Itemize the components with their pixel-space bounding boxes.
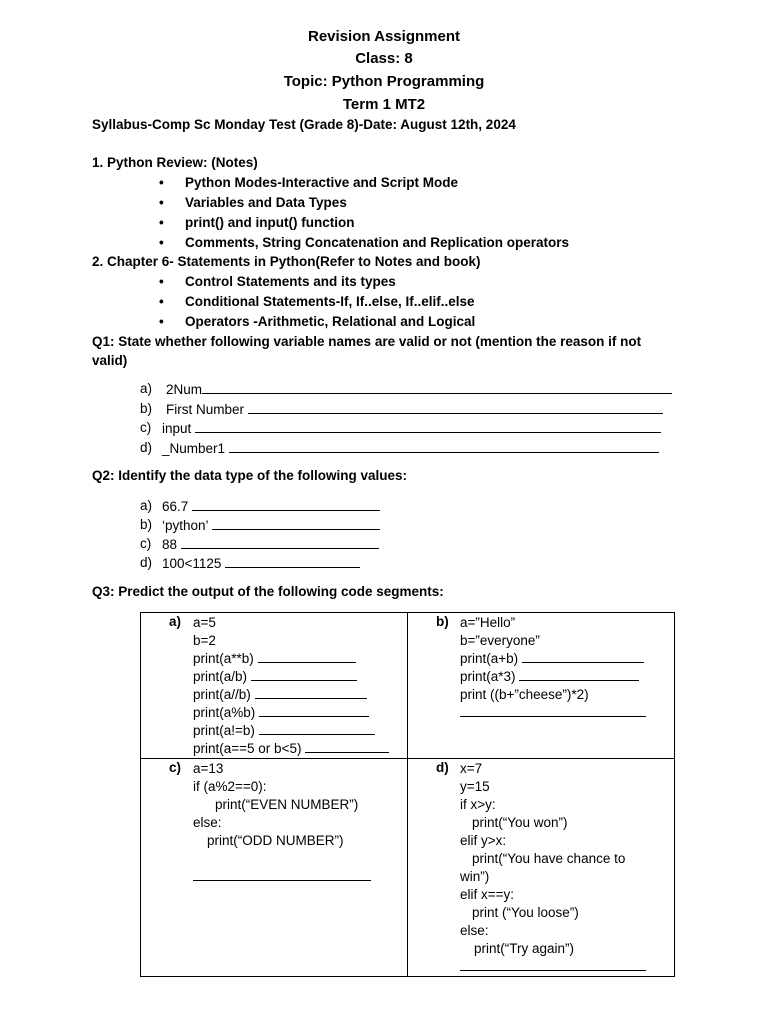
- answer-blank[interactable]: [212, 517, 380, 530]
- code-line: b=”everyone”: [460, 633, 540, 648]
- code-line-with-blank: [193, 722, 407, 740]
- doc-term: Term 1 MT2: [342, 96, 426, 113]
- code-text: print(a//b): [193, 687, 251, 702]
- section2-heading: 2. Chapter 6- Statements in Python(Refer to Notes and book): [92, 254, 481, 269]
- code-line-blank-only: [193, 868, 407, 886]
- q1-item-text: 2Num: [166, 382, 203, 397]
- answer-blank[interactable]: [305, 740, 389, 753]
- q2-item-label: d): [140, 555, 153, 570]
- syllabus-line: Syllabus-Comp Sc Monday Test (Grade 8)-Date: August 12th, 2024: [92, 117, 516, 132]
- q1-heading-line2: valid): [92, 353, 128, 368]
- section1-heading: 1. Python Review: (Notes): [92, 155, 258, 170]
- code-cell-c: [141, 759, 408, 977]
- code-text: print(a+b): [460, 651, 519, 666]
- bullet-item: [163, 175, 458, 190]
- code-text: print(a%b): [193, 705, 256, 720]
- bullet-text: Variables and Data Types: [185, 195, 347, 210]
- q2-item: [162, 498, 380, 514]
- code-line-blank-only: [460, 958, 674, 976]
- q3-heading: Q3: Predict the output of the following code segments:: [92, 584, 444, 599]
- bullet-text: print() and input() function: [185, 215, 355, 230]
- answer-blank[interactable]: [522, 650, 644, 663]
- bullet-item: [163, 235, 569, 250]
- answer-blank[interactable]: [258, 650, 356, 663]
- code-line: elif y>x:: [460, 833, 507, 848]
- bullet-item: [163, 215, 354, 230]
- answer-blank[interactable]: [202, 381, 672, 394]
- bullet-item: [163, 294, 475, 309]
- code-block: [193, 760, 407, 886]
- answer-blank[interactable]: [255, 686, 367, 699]
- doc-class: Class: 8: [355, 50, 413, 67]
- q2-item-text: 66.7: [162, 499, 189, 514]
- answer-blank[interactable]: [195, 420, 661, 433]
- answer-blank[interactable]: [259, 722, 375, 735]
- cell-label: a): [169, 614, 182, 629]
- bullet-text: Operators -Arithmetic, Relational and Logical: [185, 314, 476, 329]
- code-line: print (“You loose”): [472, 905, 579, 920]
- code-line: print ((b+”cheese”)*2): [460, 687, 589, 702]
- code-line: print(“You won”): [472, 815, 568, 830]
- q2-item: [162, 555, 360, 571]
- answer-blank[interactable]: [460, 704, 646, 717]
- code-cell-d: [408, 759, 675, 977]
- spacer: [193, 850, 407, 868]
- q2-item-label: a): [140, 498, 153, 513]
- code-block: [460, 614, 674, 722]
- q3-code-table: [140, 612, 675, 977]
- code-line-with-blank: [193, 650, 407, 668]
- bullet-text: Conditional Statements-If, If..else, If..elif..else: [185, 294, 475, 309]
- q2-heading: Q2: Identify the data type of the following values:: [92, 468, 408, 483]
- bullet-item: [163, 314, 475, 329]
- q2-item-text: 100<1125: [162, 556, 222, 571]
- code-cell-a: [141, 613, 408, 759]
- q1-item-text: _Number1: [162, 441, 226, 456]
- q2-item-text: 88: [162, 537, 178, 552]
- cell-label: d): [436, 760, 449, 775]
- q2-item: [162, 536, 379, 552]
- bullet-text: Python Modes-Interactive and Script Mode: [185, 175, 459, 190]
- code-line: print(“EVEN NUMBER”): [215, 797, 359, 812]
- code-line: else:: [460, 923, 489, 938]
- q2-item-label: c): [140, 536, 152, 551]
- q1-item-label: a): [140, 381, 153, 396]
- answer-blank[interactable]: [519, 668, 639, 681]
- q1-item-text: First Number: [166, 402, 245, 417]
- answer-blank[interactable]: [259, 704, 369, 717]
- code-cell-b: [408, 613, 675, 759]
- q1-item: [166, 381, 672, 397]
- cell-label: b): [436, 614, 449, 629]
- doc-topic: Topic: Python Programming: [283, 73, 485, 90]
- q2-item-text: ‘python’: [162, 518, 209, 533]
- code-line-blank-only: [460, 704, 674, 722]
- code-line-with-blank: [193, 686, 407, 704]
- q1-item-text: input: [162, 421, 192, 436]
- q1-item: [162, 440, 659, 456]
- code-line-with-blank: [193, 740, 407, 758]
- code-line: b=2: [193, 633, 216, 648]
- code-line: print(“ODD NUMBER”): [207, 833, 344, 848]
- q2-item-label: b): [140, 517, 153, 532]
- code-block: [193, 614, 407, 758]
- doc-title: Revision Assignment: [308, 28, 460, 45]
- cell-label: c): [169, 760, 182, 775]
- code-line: print(“You have chance to: [472, 851, 626, 866]
- code-text: print(a**b): [193, 651, 254, 666]
- code-line: if (a%2==0):: [193, 779, 267, 794]
- code-line: x=7: [460, 761, 483, 776]
- code-block: [460, 760, 674, 976]
- answer-blank[interactable]: [229, 440, 659, 453]
- answer-blank[interactable]: [193, 868, 371, 881]
- q1-heading-line1: Q1: State whether following variable names are valid or not (mention the reason if not: [92, 334, 642, 349]
- code-text: print(a==5 or b<5): [193, 741, 302, 756]
- code-text: print(a/b): [193, 669, 248, 684]
- bullet-text: Control Statements and its types: [185, 274, 396, 289]
- answer-blank[interactable]: [181, 536, 379, 549]
- code-line: win”): [460, 869, 490, 884]
- code-line-with-blank: [193, 668, 407, 686]
- code-line: elif x==y:: [460, 887, 515, 902]
- q1-item-label: b): [140, 401, 153, 416]
- code-line-with-blank: [460, 668, 674, 686]
- code-text: print(a*3): [460, 669, 516, 684]
- bullet-text: Comments, String Concatenation and Replication operators: [185, 235, 570, 250]
- q1-item-label: d): [140, 440, 153, 455]
- q1-item-label: c): [140, 420, 152, 435]
- q1-item: [166, 401, 663, 417]
- bullet-item: [163, 274, 396, 289]
- code-line: a=5: [193, 615, 216, 630]
- q1-item: [162, 420, 661, 436]
- answer-blank[interactable]: [251, 668, 357, 681]
- answer-blank[interactable]: [248, 401, 663, 414]
- bullet-item: [163, 195, 347, 210]
- answer-blank[interactable]: [460, 958, 646, 971]
- code-line: print(“Try again”): [474, 941, 575, 956]
- code-line: a=13: [193, 761, 224, 776]
- answer-blank[interactable]: [225, 555, 360, 568]
- code-line: else:: [193, 815, 222, 830]
- code-line: y=15: [460, 779, 490, 794]
- code-line-with-blank: [460, 650, 674, 668]
- answer-blank[interactable]: [192, 498, 380, 511]
- code-text: print(a!=b): [193, 723, 255, 738]
- code-line: if x>y:: [460, 797, 496, 812]
- q2-item: [162, 517, 380, 533]
- code-line: a=”Hello”: [460, 615, 516, 630]
- code-line-with-blank: [193, 704, 407, 722]
